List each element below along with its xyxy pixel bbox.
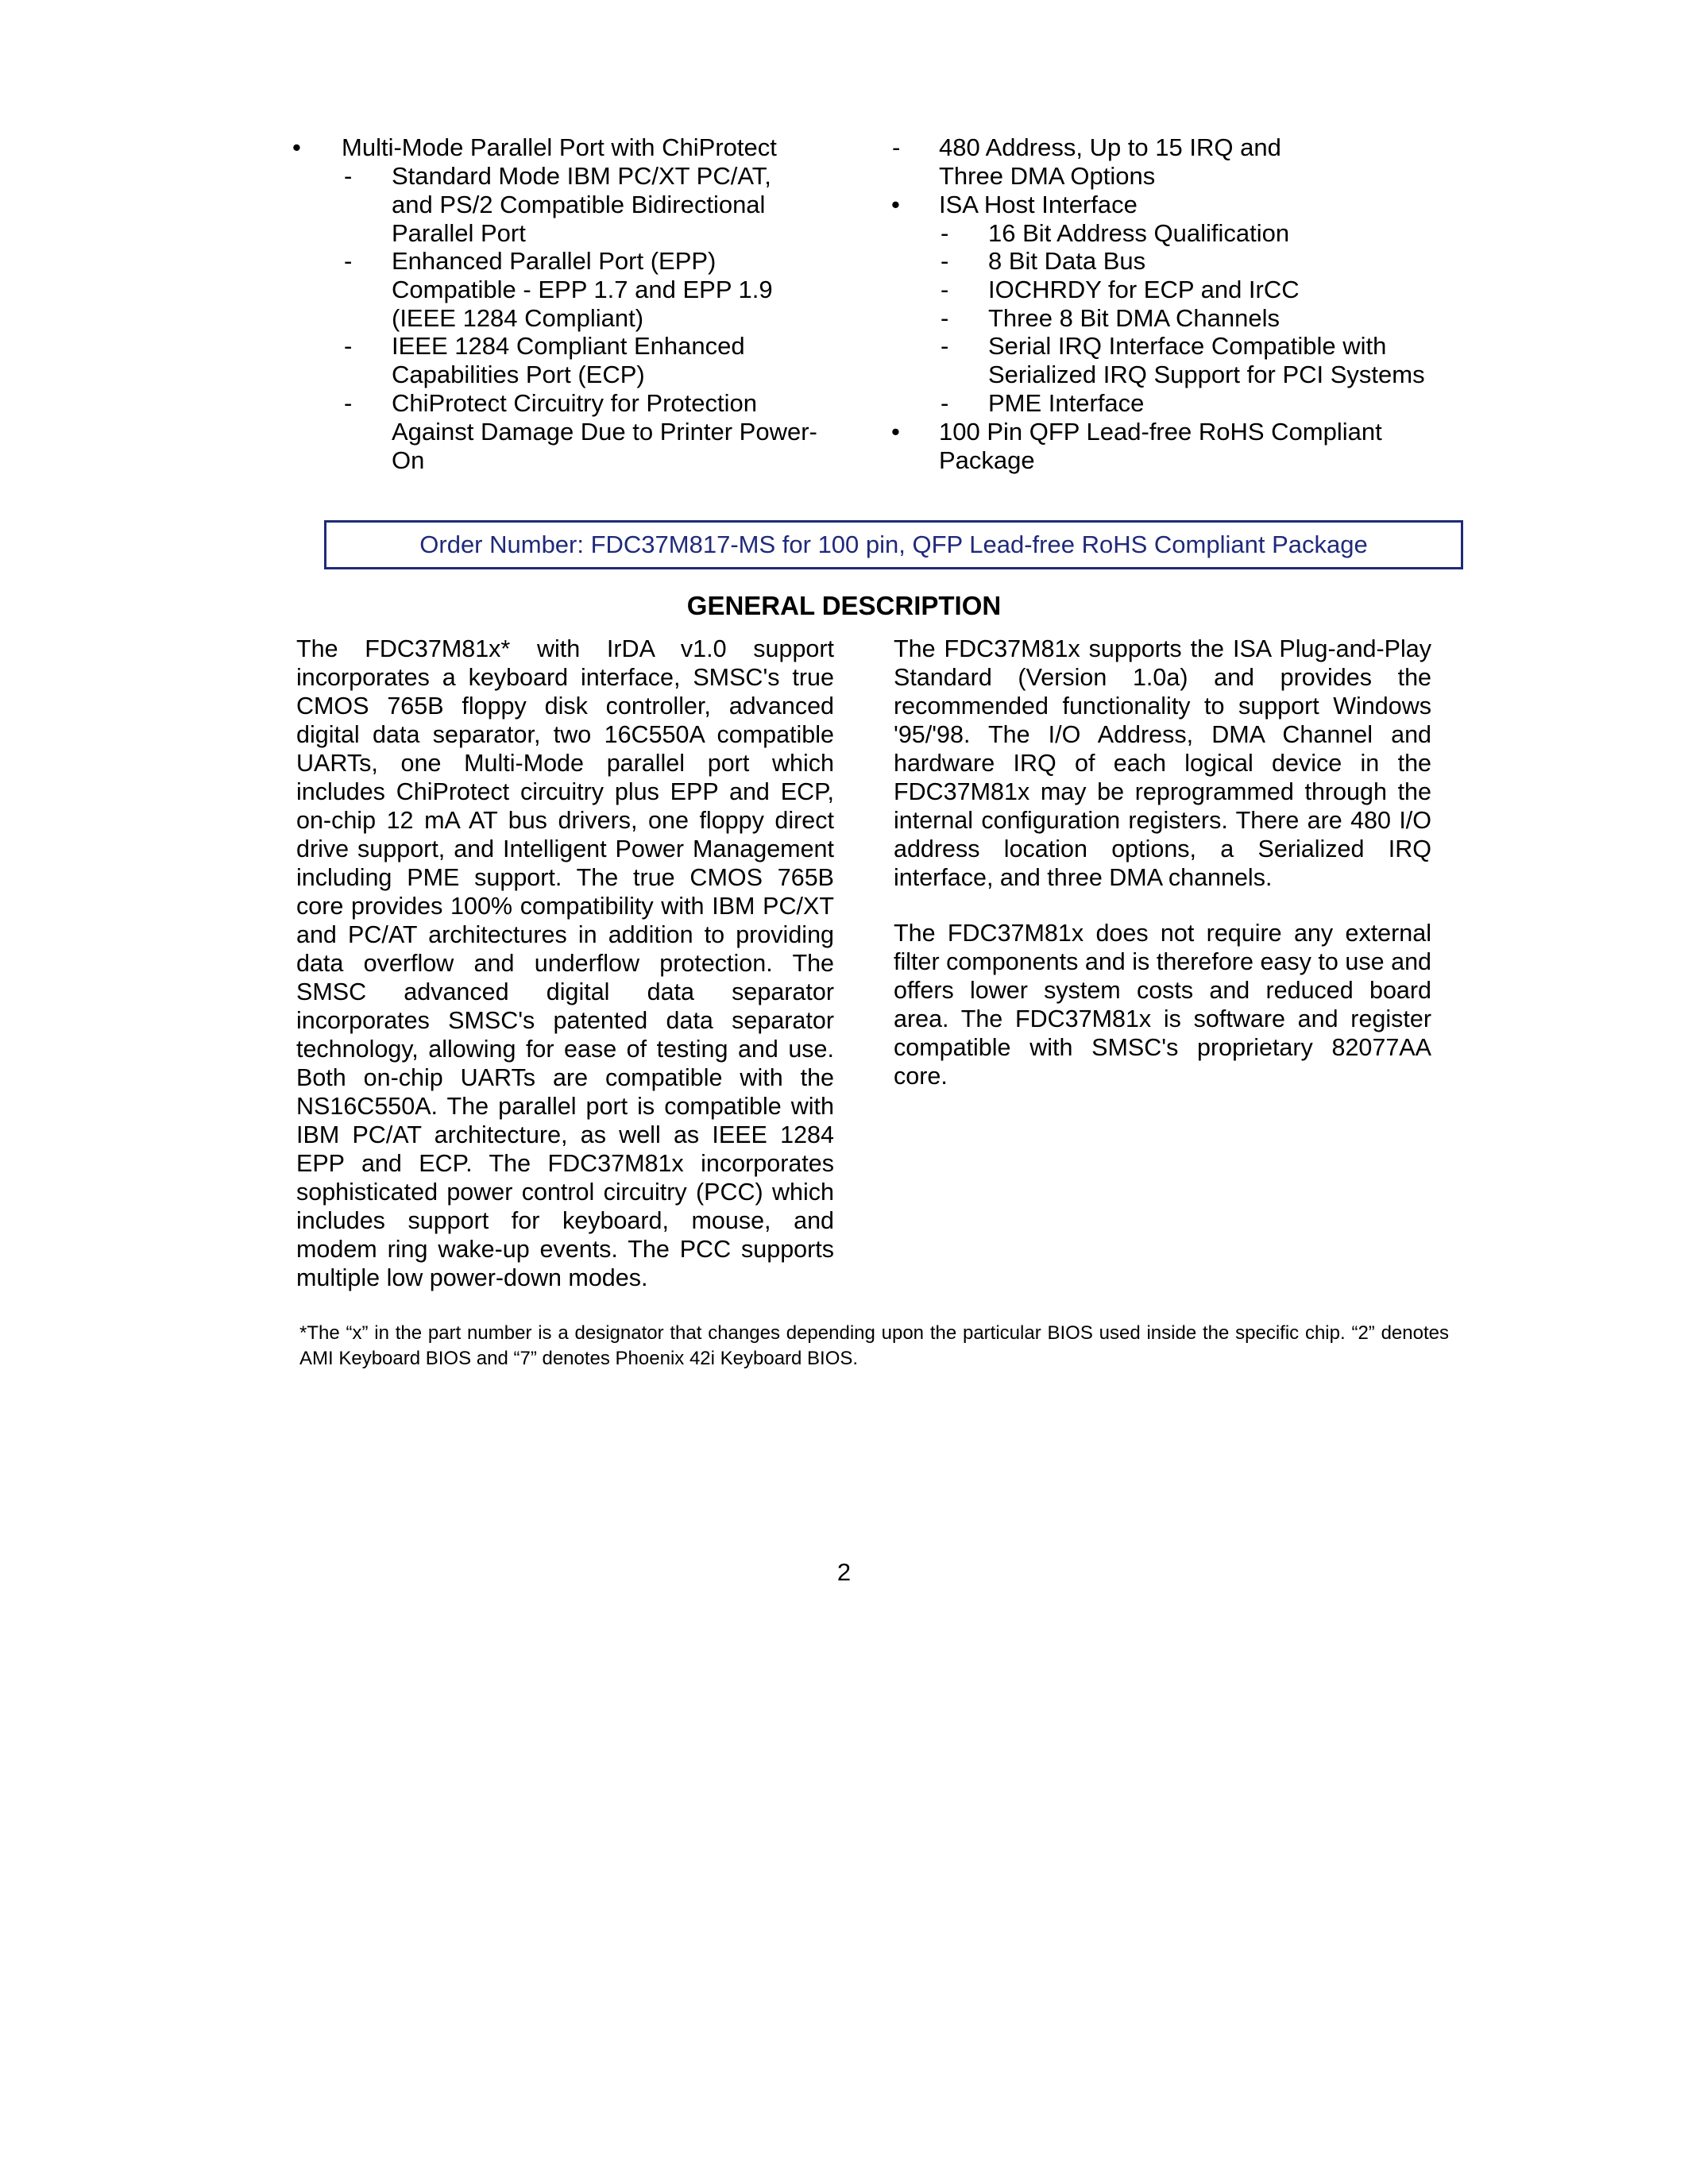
description-left-paragraph: The FDC37M81x* with IrDA v1.0 support incorporates a keyboard interface, SMSC's true CMOS 765B floppy disk controller, advanced digital data separator, two 16C550A compatible UARTs, one Multi-Mode parallel port which includes ChiProtect circuitry plus EPP and ECP, on-chip 12 mA AT bus drivers, one floppy direct drive support, and Intelligent Power Management including PME support. The true CMOS 765B core provides 100% compatibility with IBM PC/XT and PC/AT architectures in addition to providing data overflow and underflow protection. The SMSC advanced digital data separator incorporates SMSC's patented data separator technology, allowing for ease of testing and use. Both on-chip UARTs are compatible with the NS16C550A. The parallel port is compatible with IBM PC/AT architecture, as well as IEEE 1284 EPP and ECP. The FDC37M81x incorporates sophisticated power control circuitry (PCC) which includes support for keyboard, mouse, and modem ring wake-up events. The PCC supports multiple low power-down modes. — [296, 635, 834, 1291]
sub-feature-line: 16 Bit Address Qualification — [988, 219, 1290, 247]
feature-parallel-port: Multi-Mode Parallel Port with ChiProtect — [342, 133, 777, 161]
sub-feature-line: Standard Mode IBM PC/XT PC/AT, — [392, 162, 771, 190]
dash-icon: - — [344, 247, 353, 275]
feature-package-line: 100 Pin QFP Lead-free RoHS Compliant — [939, 418, 1382, 446]
dash-icon: - — [941, 332, 949, 360]
dash-icon: - — [941, 304, 949, 332]
feature-address-line: Three DMA Options — [939, 162, 1156, 190]
sub-feature-line: ChiProtect Circuitry for Protection — [392, 389, 757, 417]
bullet-icon: • — [891, 191, 900, 218]
footnote: *The “x” in the part number is a designator that changes depending upon the particular BIOS used inside the specific chip. “2” denotes AMI Keyboard BIOS and “7” denotes Phoenix 42i Keyboard BIOS. — [299, 1322, 1449, 1369]
sub-feature-line: IOCHRDY for ECP and IrCC — [988, 276, 1300, 303]
sub-feature-line: 8 Bit Data Bus — [988, 247, 1146, 275]
sub-feature-line: Compatible - EPP 1.7 and EPP 1.9 — [392, 276, 773, 303]
feature-package-line: Package — [939, 446, 1035, 474]
bullet-icon: • — [292, 133, 301, 161]
sub-feature-line: Serialized IRQ Support for PCI Systems — [988, 361, 1425, 388]
dash-icon: - — [941, 276, 949, 303]
bullet-icon: • — [891, 418, 900, 446]
order-number-box — [324, 520, 1463, 569]
sub-feature-line: IEEE 1284 Compliant Enhanced — [392, 332, 745, 360]
feature-address-line: 480 Address, Up to 15 IRQ and — [939, 133, 1281, 161]
sub-feature-line: PME Interface — [988, 389, 1145, 417]
sub-feature-line: Capabilities Port (ECP) — [392, 361, 645, 388]
sub-feature-line: Against Damage Due to Printer Power- — [392, 418, 817, 446]
sub-feature-line: (IEEE 1284 Compliant) — [392, 304, 644, 332]
sub-feature-line: Parallel Port — [392, 219, 526, 247]
section-title: GENERAL DESCRIPTION — [686, 591, 1002, 620]
dash-icon: - — [344, 162, 353, 190]
dash-icon: - — [941, 247, 949, 275]
sub-feature-line: Three 8 Bit DMA Channels — [988, 304, 1280, 332]
sub-feature-line: On — [392, 446, 425, 474]
dash-icon: - — [892, 133, 901, 161]
page-number: 2 — [836, 1558, 852, 1586]
feature-isa-host: ISA Host Interface — [939, 191, 1138, 218]
description-right-paragraph-1: The FDC37M81x supports the ISA Plug-and-Play Standard (Version 1.0a) and provides the recommended functionality to support Windows '95/'98. The I/O Address, DMA Channel and hardware IRQ of each logical device in the FDC37M81x may be reprogrammed through the internal configuration registers. There are 480 I/O address location options, a Serialized IRQ interface, and three DMA channels. — [894, 635, 1431, 891]
description-right-paragraph-2: The FDC37M81x does not require any external filter components and is therefore easy to use and offers lower system costs and reduced board area. The FDC37M81x is software and register compatible with SMSC's proprietary 82077AA core. — [894, 920, 1431, 1090]
dash-icon: - — [344, 332, 353, 360]
dash-icon: - — [941, 389, 949, 417]
sub-feature-line: Enhanced Parallel Port (EPP) — [392, 247, 717, 275]
order-number-text: Order Number: FDC37M817-MS for 100 pin, QFP Lead-free RoHS Compliant Package — [419, 531, 1368, 558]
sub-feature-line: Serial IRQ Interface Compatible with — [988, 332, 1387, 360]
sub-feature-line: and PS/2 Compatible Bidirectional — [392, 191, 766, 218]
dash-icon: - — [941, 219, 949, 247]
dash-icon: - — [344, 389, 353, 417]
